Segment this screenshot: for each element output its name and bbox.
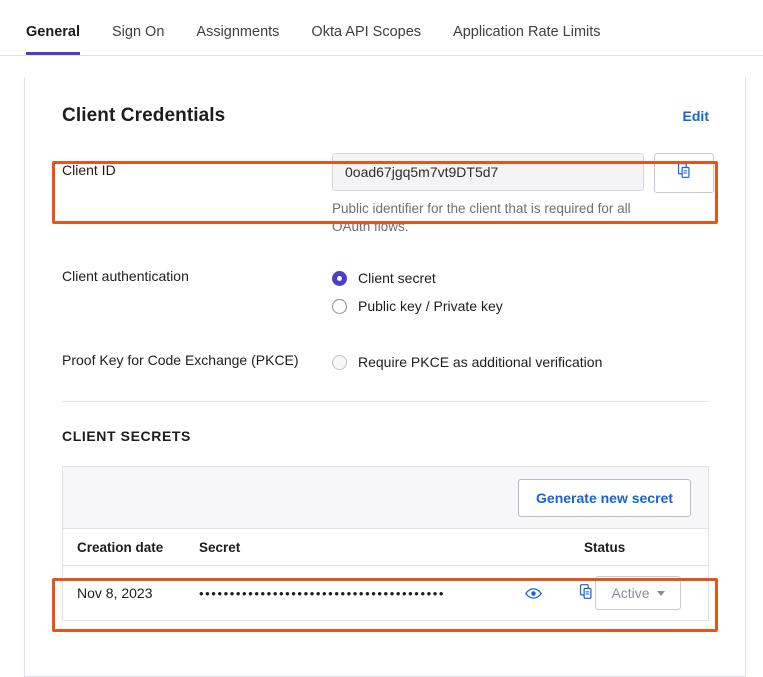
client-secrets-title: CLIENT SECRETS bbox=[62, 428, 191, 444]
cell-creation-date: Nov 8, 2023 bbox=[77, 585, 153, 601]
tab-bar bbox=[0, 0, 763, 56]
chevron-down-icon bbox=[657, 591, 665, 596]
tab-okta-api-scopes[interactable]: Okta API Scopes bbox=[311, 23, 422, 40]
column-header-secret: Secret bbox=[199, 539, 241, 555]
edit-button[interactable]: Edit bbox=[682, 108, 709, 124]
checkbox-require-pkce[interactable] bbox=[332, 350, 709, 374]
client-credentials-card bbox=[24, 77, 746, 677]
radio-icon-selected bbox=[332, 271, 347, 286]
column-header-creation-date: Creation date bbox=[77, 539, 164, 555]
pkce-row bbox=[62, 350, 709, 378]
client-secrets-table bbox=[62, 466, 709, 621]
client-id-value: 0oad67jgq5m7vt9DT5d7 bbox=[332, 153, 644, 191]
radio-public-private-key-label: Public key / Private key bbox=[358, 298, 503, 314]
table-header-row bbox=[63, 529, 708, 566]
radio-icon-unselected bbox=[332, 299, 347, 314]
pkce-label: Proof Key for Code Exchange (PKCE) bbox=[62, 352, 299, 368]
tab-assignments[interactable]: Assignments bbox=[196, 23, 280, 40]
radio-client-secret-label: Client secret bbox=[358, 270, 436, 286]
client-id-help-text: Public identifier for the client that is required for all OAuth flows. bbox=[332, 201, 631, 234]
divider bbox=[62, 401, 709, 402]
reveal-secret-button[interactable] bbox=[525, 587, 542, 600]
cell-secret-masked: •••••••••••••••••••••••••••••••••••••••• bbox=[199, 586, 446, 600]
status-value: Active bbox=[611, 585, 650, 601]
client-authentication-label: Client authentication bbox=[62, 268, 189, 284]
table-toolbar bbox=[63, 467, 708, 529]
copy-client-id-button[interactable] bbox=[654, 153, 714, 193]
tab-sign-on[interactable]: Sign On bbox=[112, 23, 165, 40]
checkbox-require-pkce-label: Require PKCE as additional verification bbox=[358, 354, 603, 370]
tab-application-rate-limits[interactable]: Application Rate Limits bbox=[453, 23, 601, 40]
copy-icon bbox=[578, 583, 595, 603]
column-header-status: Status bbox=[584, 539, 626, 555]
client-id-row bbox=[62, 153, 709, 236]
generate-new-secret-button[interactable]: Generate new secret bbox=[518, 479, 691, 517]
checkbox-icon bbox=[332, 355, 347, 370]
page-title: Client Credentials bbox=[62, 105, 226, 126]
copy-icon bbox=[676, 162, 693, 184]
status-dropdown[interactable] bbox=[595, 576, 681, 610]
client-id-label: Client ID bbox=[62, 162, 116, 178]
copy-secret-button[interactable] bbox=[578, 583, 595, 603]
radio-client-secret[interactable] bbox=[332, 266, 709, 290]
tab-general[interactable]: General bbox=[26, 25, 80, 56]
table-row bbox=[63, 566, 708, 620]
client-authentication-row bbox=[62, 266, 709, 322]
radio-public-private-key[interactable] bbox=[332, 294, 709, 318]
section-header bbox=[62, 105, 709, 127]
